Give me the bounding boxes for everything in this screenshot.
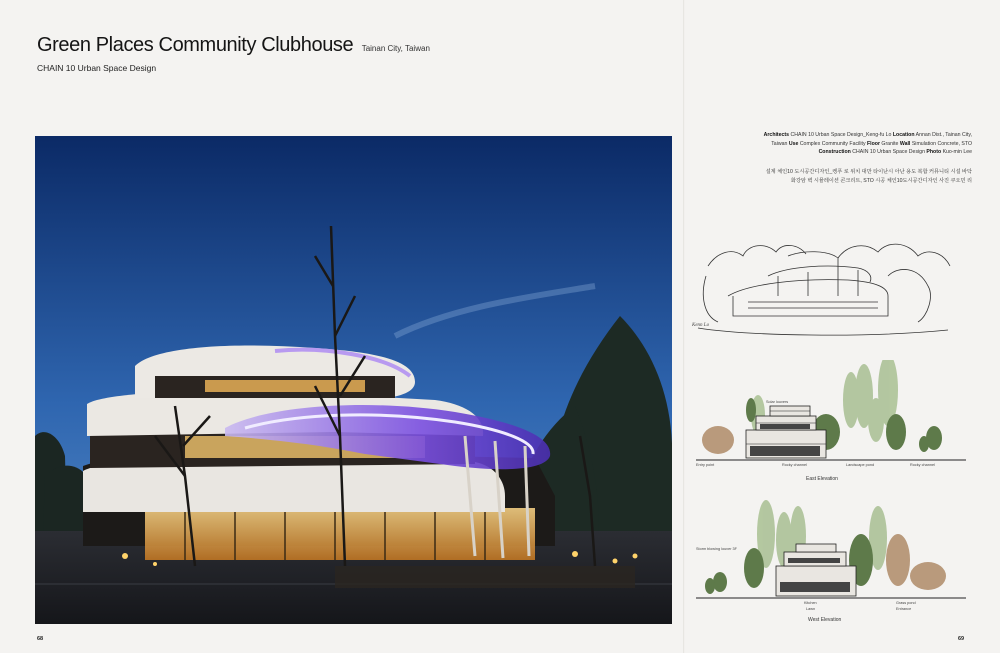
east-elevation-caption: East Elevation [806, 476, 838, 482]
west-label-2: Kitchen [804, 601, 817, 605]
credits-korean-line-2: 화강암 벽 시뮬레이션 콘크리트, STO 시공 체인10도시공간디자인 사진 쿠오민 리 [790, 177, 972, 184]
project-location: Tainan City, Taiwan [361, 44, 430, 53]
page-gutter [683, 0, 685, 653]
east-elevation-drawing [696, 360, 966, 475]
location-label: Location [892, 132, 915, 138]
designer-name: CHAIN 10 Urban Space Design [37, 63, 157, 73]
clubhouse-illustration [35, 136, 672, 624]
wall-value: Simulation Concrete, STO [911, 140, 972, 147]
page-number-left: 68 [37, 636, 44, 642]
floor-label: Floor [867, 140, 880, 147]
header [37, 34, 430, 57]
credits-korean-line-1: 설계 체인10 도시공간디자인_켕푸 로 위치 대만 타이난시 아난 용도 복합 커뮤니티 시설 바닥 [765, 169, 972, 175]
west-label-3: Lawn [806, 607, 816, 611]
project-credits-korean [754, 168, 972, 185]
location-value: Annan Dist., Tainan City, Taiwan [771, 132, 972, 147]
west-label-1: Storm blowing louver 3F [696, 547, 737, 551]
east-label-5: Rocky channel [910, 463, 935, 467]
photo-label: Photo [926, 149, 942, 156]
wall-label: Wall [899, 140, 911, 147]
architects-value: CHAIN 10 Urban Space Design_Keng-fu Lo [790, 132, 892, 138]
west-label-5: Entrance [896, 607, 912, 611]
page-title: Green Places Community Clubhouse [37, 34, 354, 56]
use-value: Complex Community Facility [799, 140, 866, 147]
clubhouse-photo [35, 136, 672, 624]
west-elevation-drawing [696, 494, 966, 616]
floor-value: Granite [881, 140, 899, 147]
west-label-4: Grass pond [896, 601, 916, 605]
construction-value: CHAIN 10 Urban Space Design [852, 149, 925, 156]
west-elevation-caption: West Elevation [808, 617, 842, 623]
east-elevation-svg [696, 360, 966, 475]
architects-label: Architects [763, 132, 790, 138]
east-label-2: Entry point [696, 463, 715, 467]
construction-label: Construction [818, 149, 851, 156]
sketch-drawing [688, 236, 958, 344]
east-label-1: Solar louvers [766, 400, 789, 404]
sketch-signature: Kenn Lo [692, 323, 710, 328]
east-label-3: Rocky channel [782, 463, 807, 467]
east-label-4: Landscape pond [846, 463, 875, 467]
photo-value: Kuo-min Lee [942, 149, 972, 156]
project-credits [754, 131, 972, 157]
use-label: Use [788, 140, 799, 147]
west-elevation-svg [696, 494, 966, 616]
perspective-sketch [688, 236, 958, 344]
page-number-right: 69 [958, 636, 965, 642]
